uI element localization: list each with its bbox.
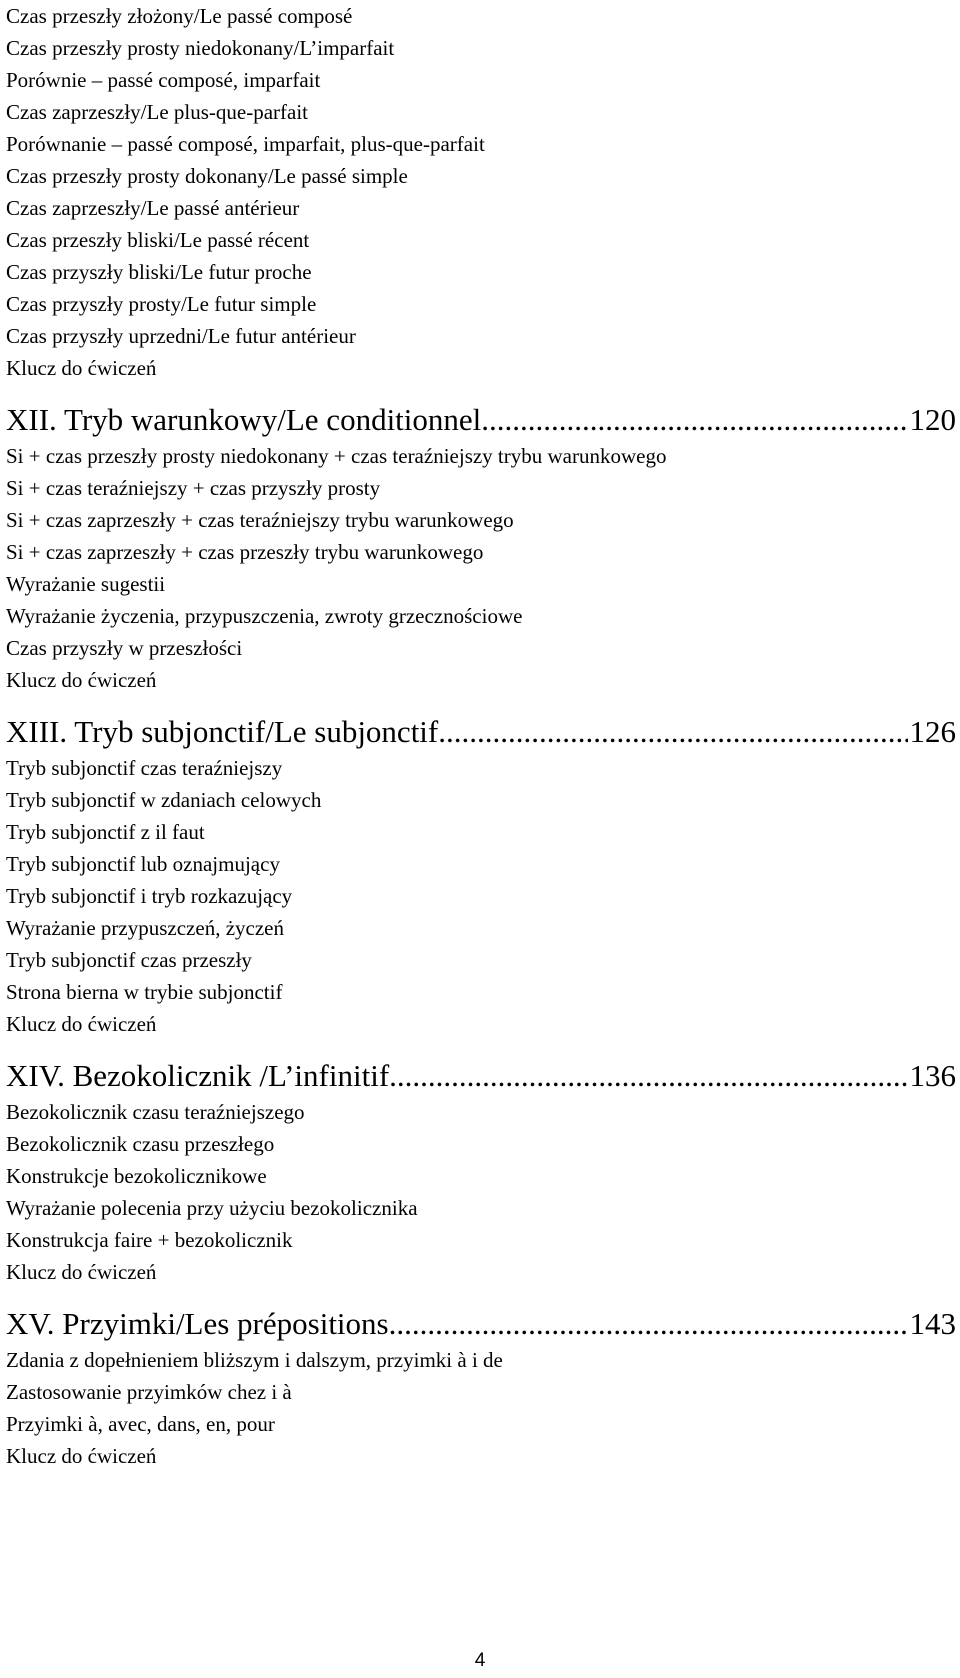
toc-item: Czas przeszły prosty niedokonany/L’imparfait	[6, 36, 395, 60]
dot-leader	[389, 1056, 907, 1096]
toc-item: Klucz do ćwiczeń	[6, 1260, 157, 1284]
toc-item: Klucz do ćwiczeń	[6, 1012, 157, 1036]
toc-item: Konstrukcje bezokolicznikowe	[6, 1164, 267, 1188]
toc-item: Wyrażanie sugestii	[6, 572, 166, 596]
toc-item: Bezokolicznik czasu przeszłego	[6, 1132, 275, 1156]
toc-item: Tryb subjonctif czas teraźniejszy	[6, 756, 283, 780]
toc-item: Tryb subjonctif czas przeszły	[6, 948, 252, 972]
section-title: XII. Tryb warunkowy/Le conditionnel	[6, 402, 482, 437]
toc-item: Tryb subjonctif lub oznajmujący	[6, 852, 280, 876]
toc-item: Zdania z dopełnieniem bliższym i dalszym, przyimki à i de	[6, 1348, 503, 1372]
section-heading[interactable]	[6, 1304, 956, 1344]
section-heading[interactable]	[6, 712, 956, 752]
section-title: XV. Przyimki/Les prépositions	[6, 1306, 389, 1341]
toc-item: Czas przeszły złożony/Le passé composé	[6, 4, 353, 28]
toc-item: Klucz do ćwiczeń	[6, 1444, 157, 1468]
page-number: 4	[474, 1650, 486, 1671]
dot-leader	[438, 712, 907, 752]
toc-item: Porównanie – passé composé, imparfait, plus-que-parfait	[6, 132, 485, 156]
section-heading[interactable]	[6, 400, 956, 440]
table-of-contents	[6, 0, 956, 1472]
toc-item: Klucz do ćwiczeń	[6, 356, 157, 380]
section-heading[interactable]	[6, 1056, 956, 1096]
section-page-number: 126	[909, 714, 956, 749]
toc-item: Czas zaprzeszły/Le plus-que-parfait	[6, 100, 309, 124]
toc-item: Si + czas teraźniejszy + czas przyszły prosty	[6, 476, 381, 500]
section-xiii	[6, 712, 956, 1040]
section-xii	[6, 400, 956, 696]
section-page-number: 120	[909, 402, 956, 437]
toc-item: Tryb subjonctif z il faut	[6, 820, 205, 844]
toc-item: Si + czas zaprzeszły + czas teraźniejszy trybu warunkowego	[6, 508, 514, 532]
section-page-number: 136	[909, 1058, 956, 1093]
toc-item: Strona bierna w trybie subjonctif	[6, 980, 283, 1004]
toc-item: Czas przyszły w przeszłości	[6, 636, 243, 660]
toc-item: Tryb subjonctif i tryb rozkazujący	[6, 884, 293, 908]
section-xv	[6, 1304, 956, 1472]
section-xiv	[6, 1056, 956, 1288]
toc-item: Czas zaprzeszły/Le passé antérieur	[6, 196, 300, 220]
toc-item: Przyimki à, avec, dans, en, pour	[6, 1412, 275, 1436]
toc-item: Klucz do ćwiczeń	[6, 668, 157, 692]
toc-item: Wyrażanie życzenia, przypuszczenia, zwroty grzecznościowe	[6, 604, 523, 628]
section-title: XIV. Bezokolicznik /L’infinitif	[6, 1058, 390, 1093]
toc-item: Zastosowanie przyimków chez i à	[6, 1380, 292, 1404]
toc-item: Czas przyszły uprzedni/Le futur antérieur	[6, 324, 356, 348]
toc-item: Wyrażanie polecenia przy użyciu bezokolicznika	[6, 1196, 418, 1220]
toc-item: Konstrukcja faire + bezokolicznik	[6, 1228, 293, 1252]
section-page-number: 143	[909, 1306, 956, 1341]
toc-item: Czas przyszły prosty/Le futur simple	[6, 292, 317, 316]
toc-item: Czas przyszły bliski/Le futur proche	[6, 260, 312, 284]
section-title: XIII. Tryb subjonctif/Le subjonctif	[6, 714, 439, 749]
toc-item: Si + czas zaprzeszły + czas przeszły trybu warunkowego	[6, 540, 484, 564]
toc-item: Tryb subjonctif w zdaniach celowych	[6, 788, 322, 812]
toc-item: Czas przeszły prosty dokonany/Le passé simple	[6, 164, 408, 188]
dot-leader	[481, 400, 907, 440]
intro-list	[6, 0, 956, 384]
toc-item: Si + czas przeszły prosty niedokonany + czas teraźniejszy trybu warunkowego	[6, 444, 667, 468]
toc-item: Porównie – passé composé, imparfait	[6, 68, 321, 92]
toc-item: Czas przeszły bliski/Le passé récent	[6, 228, 310, 252]
dot-leader	[389, 1304, 908, 1344]
toc-item: Wyrażanie przypuszczeń, życzeń	[6, 916, 284, 940]
toc-item: Bezokolicznik czasu teraźniejszego	[6, 1100, 305, 1124]
